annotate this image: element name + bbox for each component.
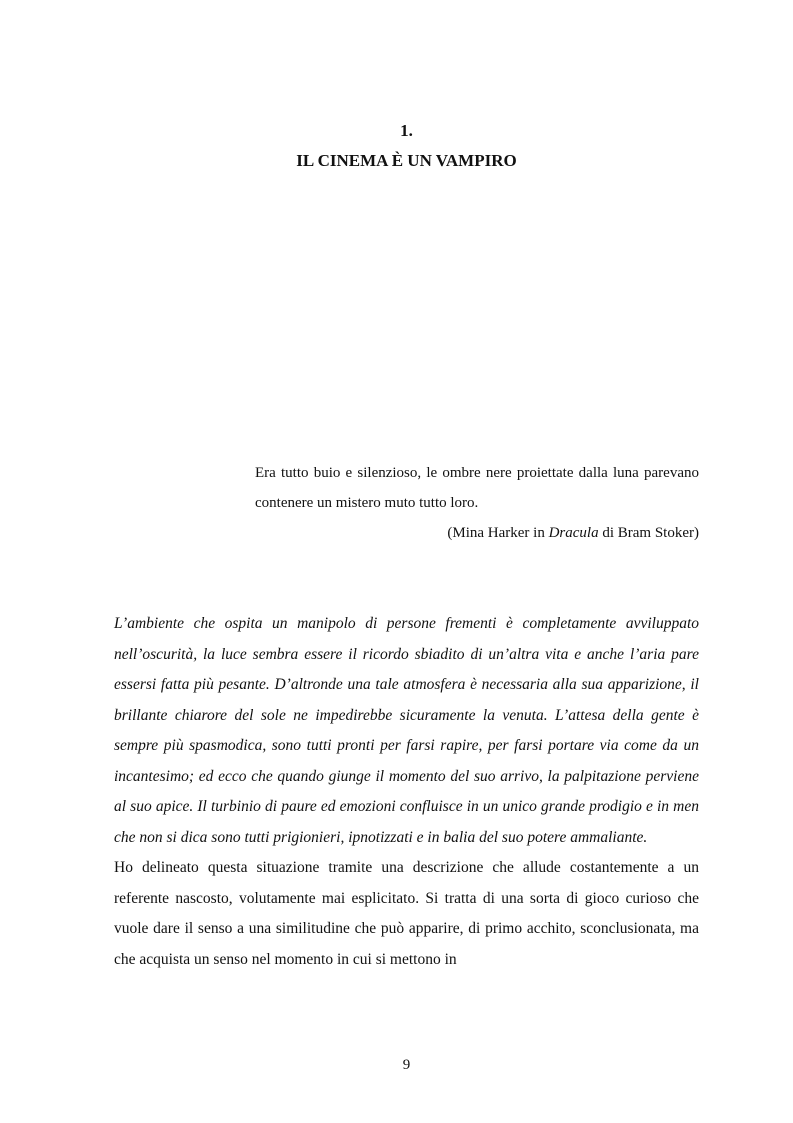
epigraph-source-work: Dracula	[548, 525, 599, 541]
epigraph-source-suffix: di Bram Stoker)	[598, 525, 699, 541]
chapter-title: IL CINEMA È UN VAMPIRO	[296, 151, 517, 170]
chapter-number: 1.	[400, 121, 413, 140]
epigraph-source-prefix: (Mina Harker in	[447, 525, 549, 541]
epigraph	[255, 458, 699, 548]
paragraph-italic: L’ambiente che ospita un manipolo di persone frementi è completamente avviluppato nell’oscurità, la luce sembra essere il ricordo sbiadito di un’altra vita e anche l’aria pare essersi fatta più pesante. D’altronde una tale atmosfera è necessaria alla sua apparizione, il brillante chiarore del sole ne impedirebbe sicuramente la venuta. L’attesa della gente è sempre più spasmodica, sono tutti pronti per farsi rapire, per farsi portare via come da un incantesimo; ed ecco che quando giunge il momento del suo arrivo, la palpitazione perviene al suo apice. Il turbinio di paure ed emozioni confluisce in un unico grande prodigio e in men che non si dica sono tutti prigionieri, ipnotizzati e in balia del suo potere ammaliante.	[114, 615, 699, 846]
epigraph-text: Era tutto buio e silenzioso, le ombre nere proiettate dalla luna parevano contenere un mistero muto tutto loro.	[255, 465, 699, 511]
paragraph: Ho delineato questa situazione tramite una descrizione che allude costantemente a un referente nascosto, volutamente mai esplicitato. Si tratta di una sorta di gioco curioso che vuole dare il senso a una similitudine che può apparire, di primo acchito, sconclusionata, ma che acquista un senso nel momento in cui si mettono in	[114, 859, 699, 968]
epigraph-source	[255, 518, 699, 548]
page-number: 9	[402, 1057, 411, 1073]
body-text	[114, 609, 699, 975]
